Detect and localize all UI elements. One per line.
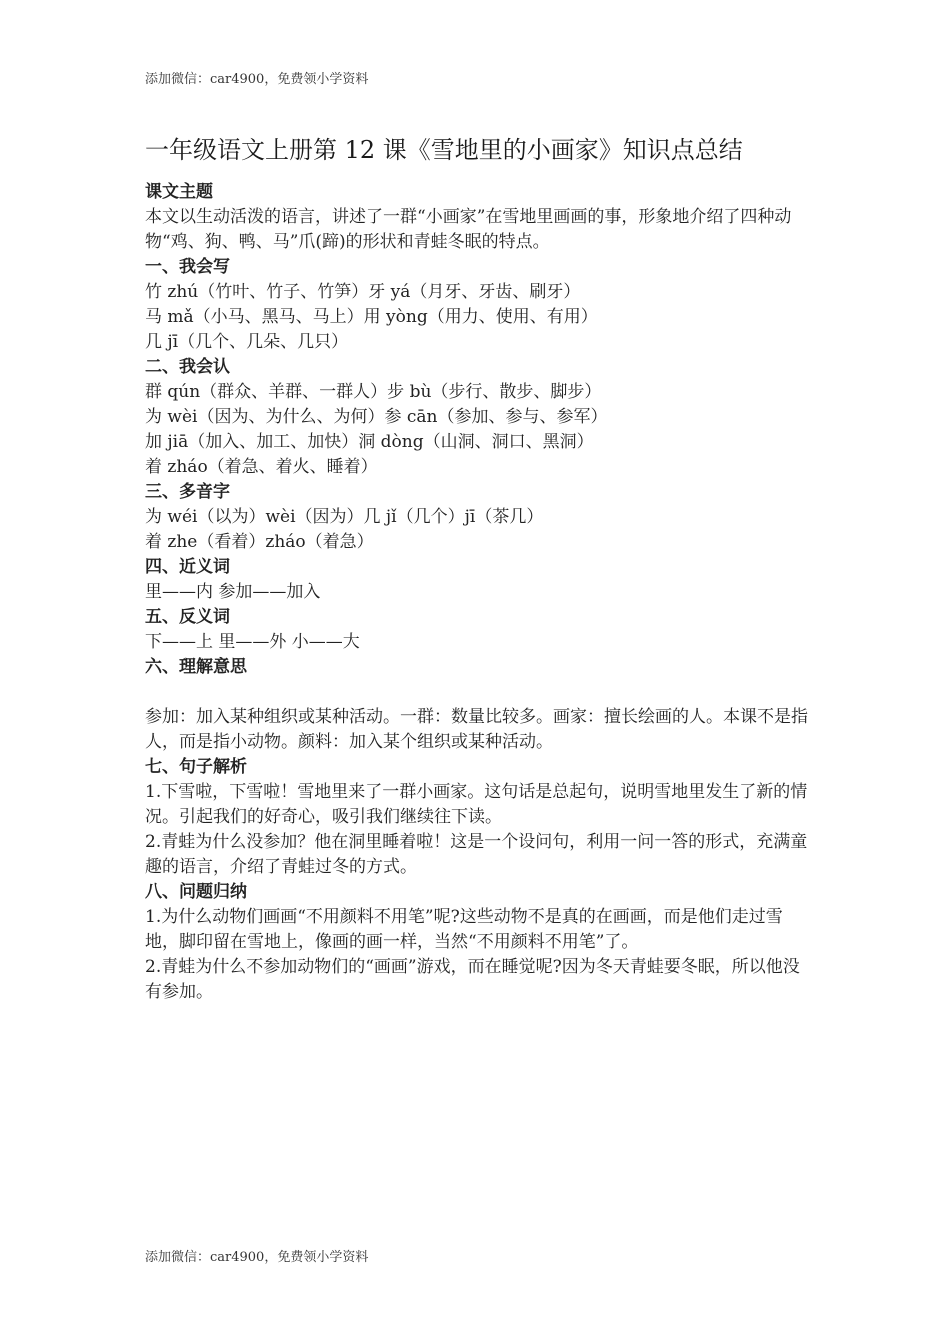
section-heading: 一、我会写 [145,257,230,277]
character-line: 马 mǎ（小马、黑马、马上）用 yòng（用力、使用、有用） [145,307,598,327]
polyphone-line: 着 zhe（看着）zháo（着急） [145,532,374,552]
question-answer: 2.青蛙为什么不参加动物们的“画画”游戏，而在睡觉呢?因为冬天青蛙要冬眠，所以他没有参加。 [145,957,800,1002]
blank-line [145,680,815,705]
character-line: 几 jī（几个、几朵、几只） [145,332,349,352]
page-header: 添加微信：car4900，免费领小学资料 [145,72,369,87]
character-line: 群 qún（群众、羊群、一群人）步 bù（步行、散步、脚步） [145,382,602,402]
section-theme [145,180,815,255]
character-line: 竹 zhú（竹叶、竹子、竹笋）牙 yá（月牙、牙齿、刷牙） [145,282,581,302]
meaning-text: 参加：加入某种组织或某种活动。一群：数量比较多。画家：擅长绘画的人。本课不是指人，而是指小动物。颜料：加入某个组织或某种活动。 [145,707,808,752]
page-footer: 添加微信：car4900，免费领小学资料 [145,1250,369,1265]
section-questions [145,880,815,1005]
question-answer: 1.为什么动物们画画“不用颜料不用笔”呢?这些动物不是真的在画画，而是他们走过雪地，脚印留在雪地上，像画的画一样，当然“不用颜料不用笔”了。 [145,907,783,952]
document-title: 一年级语文上册第 12 课《雪地里的小画家》知识点总结 [145,136,743,164]
section-antonyms [145,605,815,655]
section-heading: 二、我会认 [145,357,230,377]
synonym-line: 里——内 参加——加入 [145,582,321,602]
character-line: 为 wèi（因为、为什么、为何）参 cān（参加、参与、参军） [145,407,608,427]
section-sentences [145,755,815,880]
sentence-analysis: 2.青蛙为什么没参加？他在洞里睡着啦！这是一个设问句，利用一问一答的形式，充满童趣的语言，介绍了青蛙过冬的方式。 [145,832,808,877]
section-heading: 三、多音字 [145,482,230,502]
section-meaning [145,655,815,755]
section-heading: 四、近义词 [145,557,230,577]
character-line: 加 jiā（加入、加工、加快）洞 dòng（山洞、洞口、黑洞） [145,432,594,452]
section-heading: 课文主题 [145,182,213,202]
theme-text: 本文以生动活泼的语言，讲述了一群“小画家”在雪地里画画的事，形象地介绍了四种动物“鸡、狗、鸭、马”爪(蹄)的形状和青蛙冬眠的特点。 [145,207,792,252]
document-body [145,132,815,1005]
section-heading: 五、反义词 [145,607,230,627]
section-heading: 八、问题归纳 [145,882,247,902]
section-write [145,255,815,355]
section-heading: 六、理解意思 [145,657,247,677]
polyphone-line: 为 wéi（以为）wèi（因为）几 jǐ（几个）jī（茶几） [145,507,544,527]
section-polyphone [145,480,815,555]
antonym-line: 下——上 里——外 小——大 [145,632,360,652]
section-recognize [145,355,815,480]
section-synonyms [145,555,815,605]
sentence-analysis: 1.下雪啦，下雪啦！雪地里来了一群小画家。这句话是总起句，说明雪地里发生了新的情况。引起我们的好奇心，吸引我们继续往下读。 [145,782,808,827]
section-heading: 七、句子解析 [145,757,247,777]
character-line: 着 zháo（着急、着火、睡着） [145,457,378,477]
